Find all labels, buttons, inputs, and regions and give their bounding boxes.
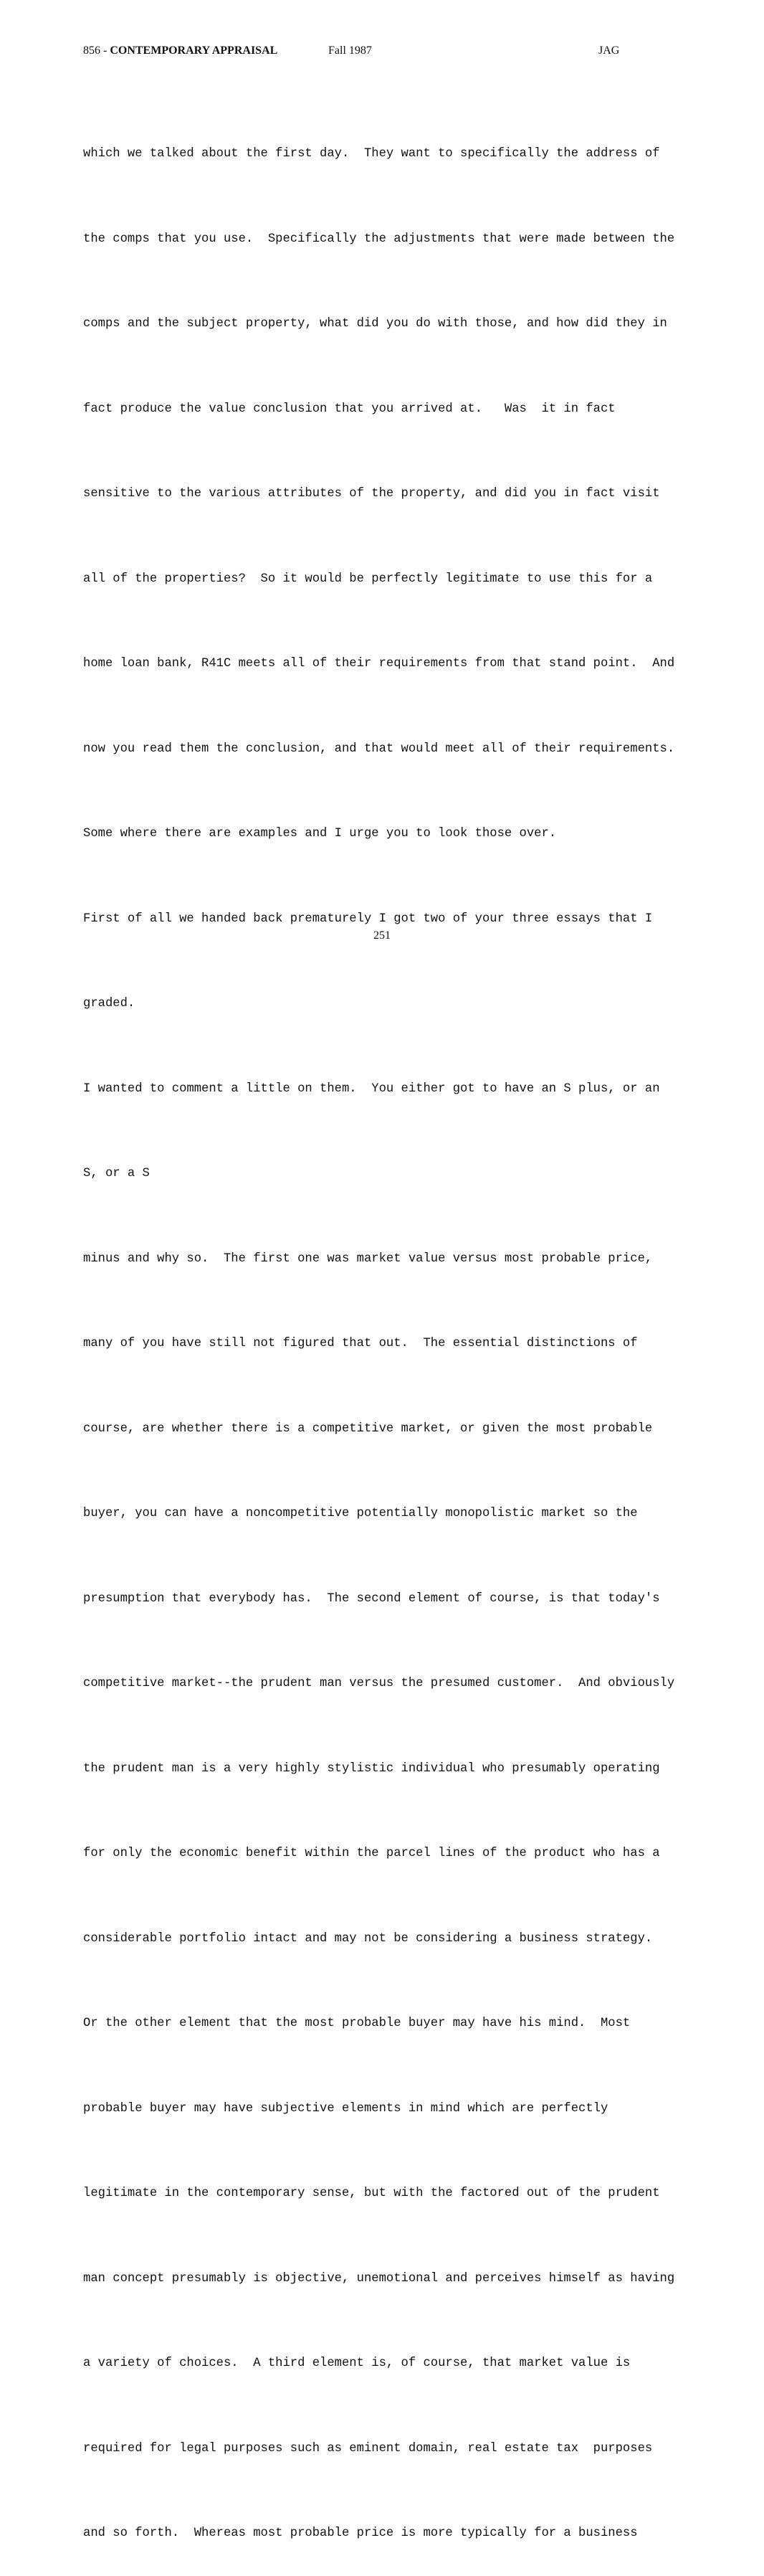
page-number: 251 [373,929,391,942]
text-line: S, or a S [83,1167,150,1180]
text-line: and so forth. Whereas most probable price is more typically for a business [83,2527,638,2540]
text-line: many of you have still not figured that out. The essential distinctions of [83,1337,638,1350]
text-line: all of the properties? So it would be perfectly legitimate to use this for a [83,572,653,586]
course-number: 856 - [83,44,110,57]
text-line: First of all we handed back prematurely I got two of your three essays that I [83,911,653,926]
text-line: home loan bank, R41C meets all of their requirements from that stand point. And [83,657,675,671]
transcript-body [83,83,699,2576]
text-line: legitimate in the contemporary sense, but with the factored out of the prudent [83,2187,660,2200]
course-title: CONTEMPORARY APPRAISAL [110,44,278,57]
term-label: Fall 1987 [328,44,372,57]
text-line: buyer, you can have a noncompetitive potentially monopolistic market so the [83,1507,638,1520]
text-line: comps and the subject property, what did you do with those, and how did they in [83,317,667,331]
text-line: the prudent man is a very highly stylistic individual who presumably operating [83,1761,660,1776]
text-line: probable buyer may have subjective elements in mind which are perfectly [83,2101,608,2116]
text-line: required for legal purposes such as eminent domain, real estate tax purposes [83,2441,653,2456]
text-line: competitive market--the prudent man versus the presumed customer. And obviously [83,1677,675,1690]
text-line: I wanted to comment a little on them. You either got to have an S plus, or an [83,1081,660,1096]
text-line: presumption that everybody has. The second element of course, is that today's [83,1591,660,1606]
text-line: Or the other element that the most probable buyer may have his mind. Most [83,2017,631,2030]
text-line: now you read them the conclusion, and that would meet all of their requirements. [83,742,675,756]
text-line: sensitive to the various attributes of the property, and did you in fact visit [83,487,660,501]
course-heading [83,44,277,57]
author-initials: JAG [598,44,620,57]
page-header [83,44,628,60]
text-line: Some where there are examples and I urge you to look those over. [83,827,557,840]
text-line: considerable portfolio intact and may not be considering a business strategy. [83,1931,653,1946]
text-line: for only the economic benefit within the parcel lines of the product who has a [83,1847,660,1860]
text-line: the comps that you use. Specifically the adjustments that were made between the [83,232,675,246]
text-line: fact produce the value conclusion that you arrived at. Was it in fact [83,402,616,416]
text-line: course, are whether there is a competitive market, or given the most probable [83,1421,653,1436]
text-line: minus and why so. The first one was market value versus most probable price, [83,1251,653,1266]
text-line: a variety of choices. A third element is, of course, that market value is [83,2357,631,2370]
text-line: graded. [83,997,135,1010]
text-line: which we talked about the first day. They want to specifically the address of [83,147,660,161]
text-line: man concept presumably is objective, unemotional and perceives himself as having [83,2271,675,2286]
